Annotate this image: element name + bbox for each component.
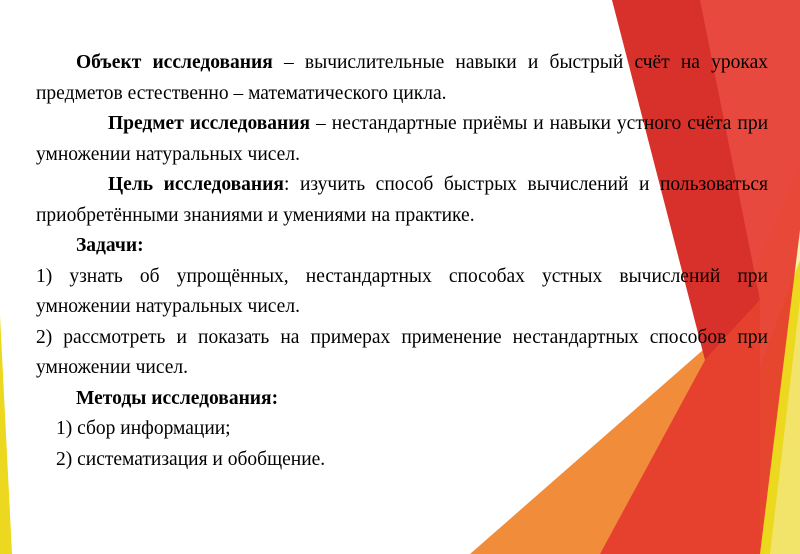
slide-body	[36, 48, 768, 475]
object-text: – вычислительные навыки и быстрый счёт на уроках предметов естественно – математического цикла.	[36, 52, 768, 104]
goal-text: : изучить способ быстрых вычислений и пользоваться приобретёнными знаниями и умениями на практике.	[36, 174, 768, 226]
tasks-heading	[36, 231, 768, 262]
tasks-label: Задачи:	[76, 235, 144, 256]
method-item-2: 2) систематизация и обобщение.	[56, 448, 326, 470]
task-item-1: 1) узнать об упрощённых, нестандартных способах устных вычислений при умножении натуральных чисел.	[36, 265, 768, 317]
object-paragraph	[36, 48, 768, 109]
subject-paragraph	[36, 109, 768, 170]
methods-label: Методы исследования:	[76, 387, 279, 409]
object-label: Объект исследования	[76, 52, 273, 73]
goal-paragraph	[36, 170, 768, 231]
subject-label: Предмет исследования	[108, 113, 311, 134]
task-item-2: 2) рассмотреть и показать на примерах применение нестандартных способов при умножении чисел.	[36, 326, 768, 378]
goal-label: Цель исследования	[108, 174, 284, 195]
method-item-1: 1) сбор информации;	[56, 418, 231, 439]
subject-text: – нестандартные приёмы и навыки устного счёта при умножении натуральных чисел.	[36, 113, 769, 165]
left-yellow-shape	[0, 315, 12, 554]
methods-heading	[36, 384, 768, 415]
